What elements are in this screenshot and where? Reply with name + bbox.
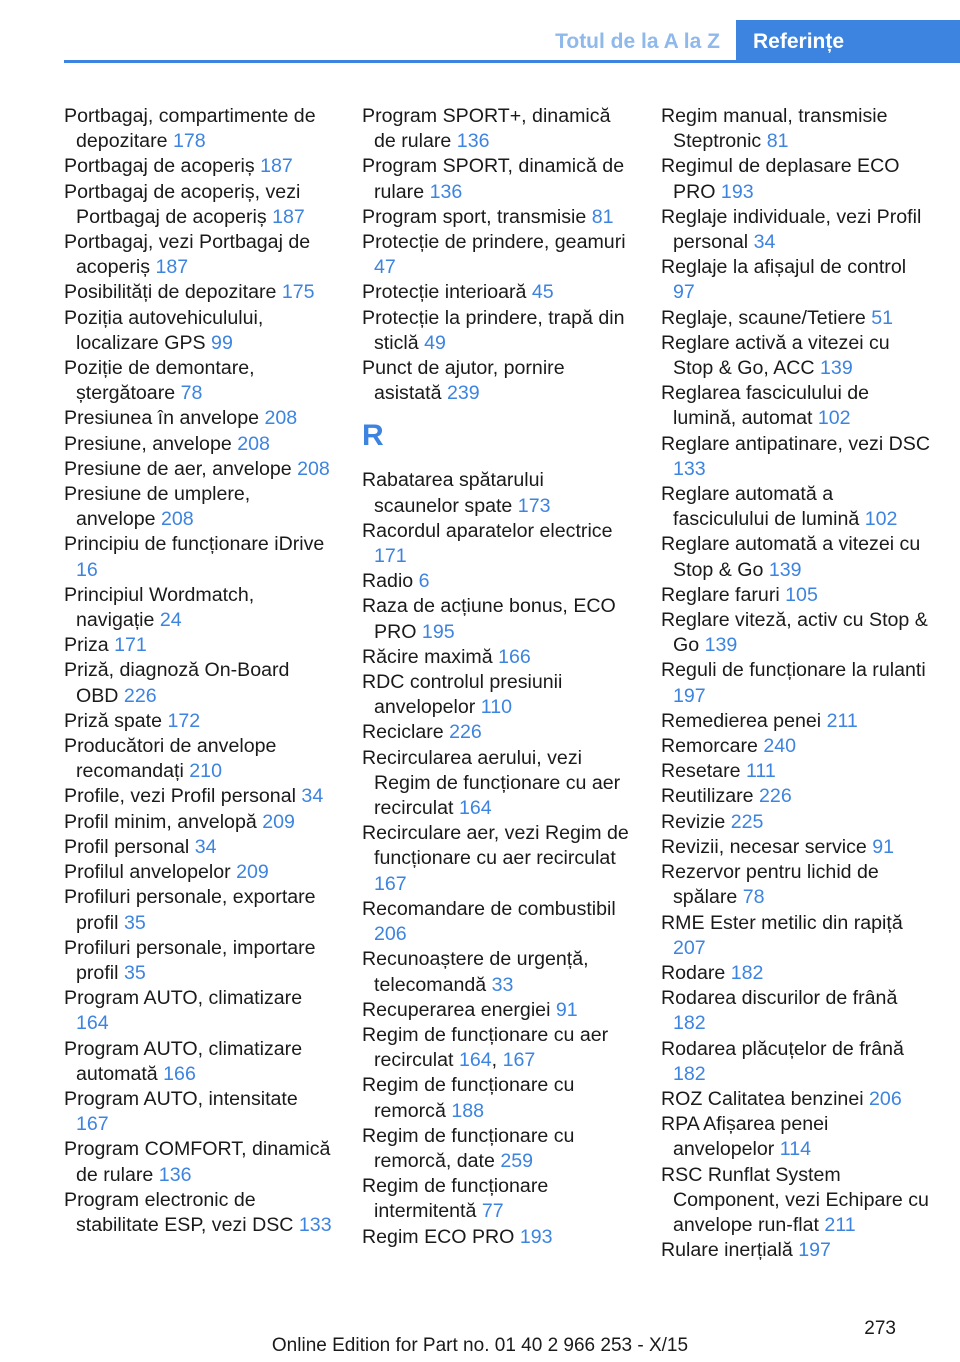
page-reference-link[interactable]: 114 (779, 1138, 812, 1161)
index-entry-text: Regim de funcționare cu remorcă, date (362, 1124, 575, 1172)
index-entry (661, 986, 931, 1036)
index-entry-text: Remorcare (661, 735, 758, 758)
index-entry (362, 468, 632, 518)
index-entry (362, 569, 632, 594)
index-entry (661, 658, 931, 708)
index-entry (362, 746, 632, 822)
index-entry (661, 810, 931, 835)
index-entry-text: RSC Runflat System Component, vezi Echipare cu anvelope run-flat (661, 1163, 929, 1236)
index-entry (362, 670, 632, 720)
page-reference-link[interactable]: 210 (189, 760, 222, 783)
index-entry-text: Profilul anvelopelor (64, 861, 231, 884)
index-entry (64, 835, 334, 860)
index-entry (661, 583, 931, 608)
page-reference-link[interactable]: 208 (237, 432, 270, 455)
index-entry-text: Reglare viteză, activ cu Stop & Go (661, 609, 928, 657)
page-reference-link[interactable]: 34 (301, 785, 324, 808)
page-reference-link[interactable]: 226 (759, 785, 792, 808)
index-entry-text: Remedierea penei (661, 709, 822, 732)
page-reference-link[interactable]: 77 (481, 1200, 504, 1223)
index-entry (362, 356, 632, 406)
index-entry (362, 645, 632, 670)
page-reference-link[interactable]: 206 (374, 923, 407, 946)
index-entry-text: Profiluri personale, exportare profil (64, 886, 316, 934)
page-reference-link[interactable]: 172 (167, 709, 201, 732)
page-reference-link[interactable]: 81 (766, 130, 789, 153)
page-reference-link[interactable]: 45 (531, 281, 554, 304)
index-entry (64, 860, 334, 885)
page-reference-link[interactable]: 164 (458, 797, 492, 820)
index-entry (64, 633, 334, 658)
index-entry (661, 255, 931, 305)
page-reference-link[interactable]: 136 (429, 180, 463, 203)
index-entry-text: RPA Afișarea penei anvelopelor (661, 1113, 829, 1161)
index-entry (64, 734, 334, 784)
index-entry-text: Principiul Wordmatch, navigație (64, 583, 255, 632)
index-entry-text: Protecție la prindere, trapă din sticlă (362, 306, 625, 354)
index-entry (64, 406, 334, 431)
index-entry (64, 356, 334, 406)
index-entry-text: Rodare (661, 961, 726, 984)
index-entry (661, 1238, 931, 1263)
index-entry-text: Reglare automată a vitezei cu Stop & Go (661, 533, 921, 581)
index-entry (362, 230, 632, 280)
index-entry-text: Program electronic de stabilitate ESP, vezi DSC (64, 1188, 294, 1236)
index-entry (661, 1087, 931, 1112)
header-tab: Referințe (736, 20, 960, 63)
page-reference-link[interactable]: 193 (720, 180, 754, 203)
index-column-3 (661, 104, 931, 1263)
page-reference-link[interactable]: 111 (745, 760, 776, 783)
index-entry (661, 331, 931, 381)
index-entry-text: Poziția autovehiculului, localizare GPS (64, 306, 264, 354)
index-entry-text: RME Ester metilic din rapiță (661, 911, 903, 934)
index-entry (661, 1112, 931, 1162)
index-entry-text: Profil minim, anvelopă (64, 810, 257, 833)
index-entry (64, 104, 334, 154)
page-reference-link[interactable]: 16 (76, 558, 98, 581)
index-entry-text: Raza de acțiune bonus, ECO PRO (362, 595, 616, 643)
index-entry (362, 998, 632, 1023)
index-entry (64, 709, 334, 734)
index-entry (362, 104, 632, 154)
page-reference-link[interactable]: 133 (673, 457, 706, 480)
index-column-2 (362, 104, 632, 1250)
index-entry (661, 205, 931, 255)
index-entry-text: Program SPORT+, dinamică de rulare (362, 105, 611, 153)
page-reference-link[interactable]: 197 (673, 684, 706, 707)
page-reference-link[interactable]: 175 (281, 281, 315, 304)
index-entry-text: Regim ECO PRO (362, 1225, 515, 1248)
index-entry (64, 280, 334, 305)
index-entry (64, 482, 334, 532)
index-entry-text: Radio (362, 570, 414, 593)
index-entry (661, 835, 931, 860)
index-entry (64, 1137, 334, 1187)
index-entry (661, 1163, 931, 1239)
index-entry-text: Regim de funcționare cu aer recirculat (362, 1023, 609, 1072)
index-entry-text: Priză spate (64, 709, 163, 732)
index-entry (661, 482, 931, 532)
index-entry-text: Profil personal (64, 835, 190, 858)
index-entry (661, 608, 931, 658)
index-entry-text: Poziție de demontare, ștergătoare (64, 357, 255, 405)
page-reference-link[interactable]: 6 (418, 570, 430, 593)
index-column-1 (64, 104, 334, 1238)
page-reference-link[interactable]: 35 (123, 911, 146, 934)
index-entry-text: Principiu de funcționare iDrive (64, 533, 325, 556)
index-entry (661, 911, 931, 961)
page-reference-link[interactable]: 133 (298, 1213, 332, 1236)
page-reference-link[interactable]: 78 (742, 886, 765, 909)
header-section-title: Totul de la A la Z (555, 30, 720, 53)
page-reference-link[interactable]: 226 (449, 721, 482, 744)
page-reference-link[interactable]: 139 (820, 357, 853, 380)
index-entry-text: Reglaje individuale, vezi Profil personal (661, 205, 922, 254)
index-entry (64, 986, 334, 1036)
index-entry-text: Recomandare de combustibil (362, 897, 616, 920)
index-entry (64, 1087, 334, 1137)
page-reference-link[interactable]: 164 (76, 1012, 109, 1035)
index-entry (64, 936, 334, 986)
page-reference-link[interactable]: 102 (817, 407, 851, 430)
index-entry-text: Program COMFORT, dinamică de rulare (64, 1138, 331, 1186)
page-reference-link[interactable]: 178 (172, 130, 206, 153)
index-entry-text: Rabatarea spătarului scaunelor spate (362, 469, 544, 517)
index-letter-heading: R (362, 419, 384, 453)
index-entry-text: Protecție de prindere, geamuri (362, 231, 626, 254)
index-entry-text: Program SPORT, dinamică de rulare (362, 155, 625, 203)
page-reference-link[interactable]: 91 (555, 998, 578, 1021)
index-entry (362, 821, 632, 897)
index-entry (362, 1073, 632, 1123)
index-entry (64, 532, 334, 582)
page-reference-link[interactable]: 24 (159, 609, 182, 632)
page-reference-link[interactable]: 208 (264, 407, 298, 430)
page-reference-link[interactable]: 239 (446, 382, 480, 405)
index-entry-text: Reglaje, scaune/Tetiere (661, 306, 866, 329)
index-entry (661, 381, 931, 431)
index-entry-text: Program sport, transmisie (362, 205, 587, 228)
index-entry-text: Posibilități de depozitare (64, 281, 277, 304)
index-entry (64, 180, 334, 230)
index-entry-text: Recuperarea energiei (362, 998, 551, 1021)
index-entry-text: Portbagaj, compartimente de depozitare (64, 105, 316, 153)
page-reference-link[interactable]: 35 (123, 961, 146, 984)
index-entry-text: Presiune de umplere, anvelope (64, 483, 251, 531)
page-reference-link[interactable]: 51 (871, 306, 894, 329)
index-entry-text: Reglare activă a vitezei cu Stop & Go, ACC (661, 331, 890, 380)
page-reference-link[interactable]: 211 (826, 709, 858, 732)
index-entry (64, 885, 334, 935)
index-entry (64, 154, 334, 179)
index-entry-text: Reglarea fasciculului de lumină, automat (661, 382, 870, 430)
page-reference-link[interactable]: 136 (456, 130, 490, 153)
page-number: 273 (864, 1318, 896, 1339)
index-entry (362, 1174, 632, 1224)
page-reference-link[interactable]: 166 (163, 1062, 196, 1085)
index-entry-text: Portbagaj de acoperiș, vezi Portbagaj de acoperiș (64, 180, 301, 228)
index-entry (661, 961, 931, 986)
index-entry (661, 432, 931, 482)
index-entry (64, 1188, 334, 1238)
page-reference-link[interactable]: 207 (673, 936, 706, 959)
index-entry-text: Rezervor pentru lichid de spălare (661, 861, 879, 909)
page-reference-link[interactable]: 34 (753, 231, 776, 254)
index-entry-text: Reglaje la afișajul de control (661, 256, 907, 279)
page-reference-link[interactable]: 209 (236, 861, 269, 884)
page-reference-link[interactable]: 99 (211, 331, 233, 354)
index-entry (362, 205, 632, 230)
index-entry (362, 1225, 632, 1250)
page-reference-link[interactable]: 211 (824, 1213, 856, 1236)
index-entry-text: Regim de funcționare cu remorcă (362, 1074, 575, 1122)
page-reference-link[interactable]: 167 (502, 1049, 536, 1072)
page-reference-link[interactable]: 187 (155, 256, 189, 279)
index-entry (661, 154, 931, 204)
index-entry (362, 594, 632, 644)
page-reference-link[interactable]: 34 (194, 835, 217, 858)
page-reference-link[interactable]: 164 (458, 1049, 492, 1072)
index-entry-text: Reglare antipatinare, vezi DSC (661, 432, 931, 455)
index-entry-text: Regimul de deplasare ECO PRO (661, 155, 900, 203)
index-entry (362, 154, 632, 204)
page-reference-link[interactable]: 259 (500, 1149, 534, 1172)
index-entry-text: Resetare (661, 760, 741, 783)
index-entry (64, 810, 334, 835)
index-entry-text: Portbagaj, vezi Portbagaj de acoperiș (64, 231, 311, 279)
page-reference-link[interactable]: 197 (798, 1239, 831, 1262)
index-entry-text: Regim manual, transmisie Steptronic (661, 105, 888, 153)
page-reference-link[interactable]: 102 (864, 508, 898, 531)
index-entry (64, 306, 334, 356)
page-reference-link[interactable]: 33 (491, 973, 514, 996)
index-entry (661, 784, 931, 809)
index-entry-text: Revizii, necesar service (661, 835, 867, 858)
index-entry (64, 230, 334, 280)
index-entry-text: Producători de anvelope recomandați (64, 735, 277, 783)
page-reference-link[interactable]: 139 (704, 634, 738, 657)
index-entry-text: Priză, diagnoză On-Board OBD (64, 659, 290, 707)
page-reference-link[interactable]: 167 (374, 872, 407, 895)
index-entry (661, 306, 931, 331)
index-entry-text: Program AUTO, climatizare automată (64, 1037, 303, 1085)
page-reference-link[interactable]: 187 (260, 155, 293, 178)
index-entry-text: Punct de ajutor, pornire asistată (362, 357, 565, 405)
page-reference-link[interactable]: 182 (730, 961, 764, 984)
index-entry-text: Reglare automată a fasciculului de lumină (661, 483, 860, 531)
index-entry (64, 583, 334, 633)
page-reference-link[interactable]: 182 (673, 1012, 706, 1035)
page-reference-link[interactable]: 47 (374, 256, 396, 279)
page-reference-link[interactable]: 182 (673, 1062, 706, 1085)
page-reference-link[interactable]: 208 (297, 457, 330, 480)
page-reference-link[interactable]: 105 (785, 583, 818, 606)
index-entry (362, 280, 632, 305)
index-entry (661, 1037, 931, 1087)
page-reference-link[interactable]: 166 (498, 645, 531, 668)
index-entry-text: Reutilizare (661, 785, 754, 808)
index-entry (362, 897, 632, 947)
index-entry-text: Reglare faruri (661, 583, 780, 606)
page-reference-link[interactable]: 110 (480, 696, 513, 719)
index-entry-text: Rodarea discurilor de frână (661, 987, 898, 1010)
index-entry (64, 457, 334, 482)
page-reference-link[interactable]: 226 (123, 684, 157, 707)
page-reference-link[interactable]: 208 (161, 508, 194, 531)
index-entry-text: Presiunea în anvelope (64, 407, 259, 430)
index-entry (661, 709, 931, 734)
index-entry-text: Reguli de funcționare la rulanti (661, 659, 926, 682)
index-entry-text: RDC controlul presiunii anvelopelor (362, 671, 563, 719)
index-entry (362, 519, 632, 569)
page-reference-link[interactable]: 173 (517, 494, 551, 517)
page-reference-link[interactable]: 171 (374, 545, 407, 568)
footer-edition: Online Edition for Part no. 01 40 2 966 253 - X/15 (271, 1335, 689, 1356)
index-entry-text: Recirculare aer, vezi Regim de funcționare cu aer recirculat (362, 822, 629, 870)
index-entry (661, 104, 931, 154)
page-reference-link[interactable]: 136 (158, 1163, 192, 1186)
index-entry-text: Reciclare (362, 721, 444, 744)
page-reference-link[interactable]: 97 (673, 281, 695, 304)
page-header (0, 0, 960, 64)
index-entry (661, 532, 931, 582)
page-reference-link[interactable]: 187 (272, 205, 305, 228)
index-entry (362, 306, 632, 356)
index-entry (661, 759, 931, 784)
page-reference-link[interactable]: 195 (421, 620, 455, 643)
index-entry (64, 1037, 334, 1087)
index-entry (64, 432, 334, 457)
index-entry-text: Profiluri personale, importare profil (64, 936, 316, 984)
index-entry-text: Program AUTO, intensitate (64, 1087, 298, 1110)
index-entry (64, 784, 334, 809)
page-reference-link[interactable]: 49 (424, 331, 446, 354)
page-reference-link[interactable]: 171 (114, 634, 147, 657)
page-reference-link[interactable]: 139 (768, 558, 802, 581)
page-reference-link[interactable]: 206 (869, 1087, 902, 1110)
index-entry (362, 1124, 632, 1174)
index-entry-text: Rulare inerțială (661, 1239, 793, 1262)
page-reference-link[interactable]: 81 (591, 205, 614, 228)
index-entry-text: Profile, vezi Profil personal (64, 785, 296, 808)
index-entry-text: Program AUTO, climatizare (64, 987, 303, 1010)
index-entry-text: Recircularea aerului, vezi Regim de funcționare cu aer recirculat (362, 746, 621, 820)
page-reference-link[interactable]: 193 (519, 1225, 553, 1248)
page-reference-link[interactable]: 91 (872, 835, 895, 858)
index-entry-text: Presiune de aer, anvelope (64, 457, 292, 480)
index-entry-text: Priza (64, 634, 109, 657)
index-entry (661, 860, 931, 910)
page-reference-link[interactable]: 188 (451, 1099, 485, 1122)
index-entry (362, 947, 632, 997)
page-reference-link[interactable]: 209 (262, 810, 295, 833)
index-entry (64, 658, 334, 708)
index-entry-text: Portbagaj de acoperiș (64, 155, 255, 178)
page-reference-link[interactable]: 78 (180, 382, 203, 405)
index-entry (661, 734, 931, 759)
index-entry-text: Presiune, anvelope (64, 432, 232, 455)
index-entry-text: Revizie (661, 810, 726, 833)
page-reference-link[interactable]: 240 (763, 735, 797, 758)
index-entry: Regim de funcționare cu aer recirculat 164, 167 (362, 1023, 609, 1072)
page-reference-link[interactable]: 225 (730, 810, 764, 833)
page-reference-link[interactable]: 167 (76, 1113, 109, 1136)
index-entry-text: Regim de funcționare intermitentă (362, 1175, 549, 1223)
index-entry-text: Protecție interioară (362, 281, 527, 304)
header-rule (64, 60, 960, 63)
index-entry-text: Racordul aparatelor electrice (362, 519, 613, 542)
index-entry (362, 720, 632, 745)
index-entry-text: Recunoaștere de urgență, telecomandă (362, 948, 589, 996)
index-entry-text: Răcire maximă (362, 645, 493, 668)
index-entry-text: Rodarea plăcuțelor de frână (661, 1037, 904, 1060)
index-entry-text: ROZ Calitatea benzinei (661, 1087, 864, 1110)
